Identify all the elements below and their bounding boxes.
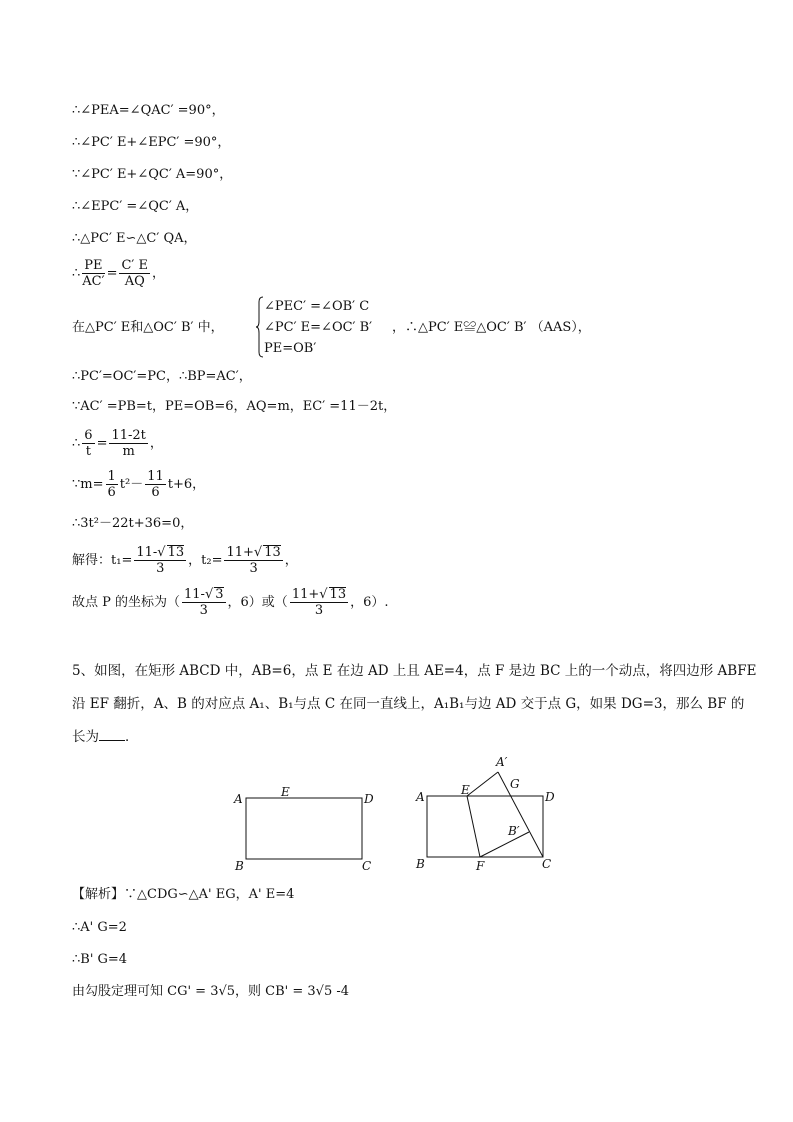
m-middle: t²－ — [119, 477, 144, 492]
segment-fb1 — [480, 832, 529, 857]
system-eq-1: ∠PEC′ =∠OB′ C — [264, 299, 370, 314]
fraction — [106, 469, 118, 500]
fraction — [134, 545, 186, 576]
num-prefix: 11+ — [226, 545, 254, 560]
system-eq-2: ∠PC′ E=∠OC′ B′ — [264, 320, 373, 335]
analysis-line: ∴B' G=4 — [72, 952, 128, 967]
fraction — [119, 258, 150, 289]
label-b-prime: B′ — [508, 824, 520, 838]
step-line: ∴∠PC′ E+∠EPC′ =90°， — [72, 135, 231, 150]
denominator: 3 — [249, 561, 258, 576]
system-eq-3: PE=OB′ — [264, 341, 317, 356]
answer-suffix: ，6）. — [350, 595, 389, 610]
m-suffix: t+6， — [167, 477, 206, 492]
radicand: 13 — [264, 545, 281, 560]
fraction — [109, 428, 147, 459]
num-prefix: 11- — [136, 545, 158, 560]
solution-label: 解得： — [72, 553, 112, 568]
m-prefix: ∵m= — [72, 477, 104, 492]
label-b: B — [416, 857, 425, 871]
step-line: ∴∠PEA=∠QAC′ =90°， — [72, 103, 225, 118]
label-f: F — [476, 859, 485, 873]
answer-line — [72, 587, 389, 618]
label-g: G — [510, 777, 520, 791]
analysis-line: ∴A' G=2 — [72, 920, 127, 935]
fraction — [182, 587, 226, 618]
label-e: E — [281, 785, 290, 799]
numerator: 11-√ 13 — [136, 545, 185, 560]
radicand: 3 — [215, 587, 224, 602]
m-equation — [72, 469, 205, 500]
step-line: ∴△PC′ E∽△C′ QA， — [72, 231, 197, 246]
step-line: ∴∠EPC′ =∠QC′ A， — [72, 199, 199, 214]
label-a: A — [416, 790, 425, 804]
figure-rectangle — [228, 782, 388, 878]
system-lines — [264, 296, 372, 359]
answer-blank — [99, 740, 125, 741]
ratio-suffix: ， — [152, 266, 166, 281]
numerator: 11+√ 13 — [226, 545, 281, 560]
denominator: 3 — [156, 561, 165, 576]
fold-line-ef — [467, 796, 480, 857]
answer-middle: ，6）或（ — [227, 595, 288, 610]
fraction — [290, 587, 348, 618]
question-5-line-1: 5、如图，在矩形 ABCD 中，AB=6，点 E 在边 AD 上且 AE=4，点 F 是边 BC 上的一个动点，将四边形 ABFE — [72, 663, 757, 679]
ratio-line — [72, 258, 165, 289]
numerator: 11 — [147, 469, 164, 484]
answer-end: ． — [125, 729, 139, 745]
segment-ea1 — [467, 772, 498, 796]
denominator: 3 — [199, 603, 208, 618]
denominator: AQ — [124, 274, 145, 289]
congruence-conclusion: ，∴△PC′ E≌△OC′ B′ （AAS）， — [392, 320, 591, 335]
denominator: t — [85, 444, 92, 459]
label-a: A — [234, 792, 243, 806]
answer-prompt: 长为 — [72, 729, 99, 745]
numerator: 11-√ 3 — [184, 587, 224, 602]
ratio-suffix: ， — [149, 436, 163, 451]
radicand: 13 — [329, 587, 347, 602]
denominator: m — [122, 444, 135, 459]
answer-prefix: 故点 P 的坐标为（ — [72, 595, 181, 610]
numerator: 6 — [84, 428, 93, 443]
analysis-line: 【解析】∵△CDG∽△A' EG，A' E=4 — [72, 887, 295, 902]
label-c: C — [362, 859, 372, 873]
t1-label: t₁= — [111, 553, 133, 568]
solution-line — [72, 545, 298, 576]
label-a-prime: A′ — [496, 755, 508, 769]
analysis-line: 由勾股定理可知 CG' = 3√5，则 CB' = 3√5 -4 — [72, 984, 350, 999]
ratio-prefix: ∴ — [72, 266, 81, 281]
separator: ， — [188, 553, 202, 568]
ratio-line — [72, 428, 163, 459]
rectangle-abcd — [427, 796, 543, 857]
step-line: ∴PC′=OC′=PC，∴BP=AC′， — [72, 369, 252, 384]
step-line: ∵∠PC′ E+∠QC′ A=90°， — [72, 167, 233, 182]
label-e: E — [461, 783, 470, 797]
numerator: C′ E — [121, 258, 149, 273]
fraction — [82, 428, 94, 459]
figure-folded — [410, 750, 570, 878]
denominator: 3 — [314, 603, 324, 618]
step-line: ∴3t²－22t+36=0， — [72, 516, 194, 531]
step-line: ∵AC′ =PB=t，PE=OB=6，AQ=m，EC′ =11－2t， — [72, 399, 397, 414]
t2-label: t₂= — [201, 553, 223, 568]
numerator: PE — [82, 258, 104, 274]
radicand: 13 — [167, 545, 185, 560]
label-c: C — [542, 857, 552, 871]
denominator: AC′ — [82, 274, 105, 289]
fraction — [224, 545, 282, 576]
fraction — [145, 469, 166, 500]
ratio-prefix: ∴ — [72, 436, 81, 451]
num-prefix: 11+ — [291, 587, 320, 602]
label-d: D — [545, 790, 555, 804]
numerator: 11-2t — [111, 428, 146, 443]
numerator: 1 — [107, 469, 116, 484]
congruence-intro: 在△PC′ E和△OC′ B′ 中， — [72, 320, 224, 335]
denominator: 6 — [151, 485, 160, 500]
label-d: D — [364, 792, 374, 806]
solution-suffix: ， — [284, 553, 298, 568]
label-b: B — [235, 859, 244, 873]
equals-sign: = — [106, 266, 118, 281]
fraction — [82, 258, 104, 289]
brace-icon — [256, 296, 264, 358]
denominator: 6 — [107, 485, 116, 500]
rectangle-abcd — [246, 798, 362, 859]
num-prefix: 11- — [184, 587, 205, 602]
question-5-line-3 — [72, 728, 139, 746]
equals-sign: = — [96, 436, 108, 451]
question-5-line-2: 沿 EF 翻折，A、B 的对应点 A₁、B₁与点 C 在同一直线上，A₁B₁与边 AD 交于点 G，如果 DG=3，那么 BF 的 — [72, 696, 745, 712]
numerator: 11+√ 13 — [291, 587, 347, 602]
